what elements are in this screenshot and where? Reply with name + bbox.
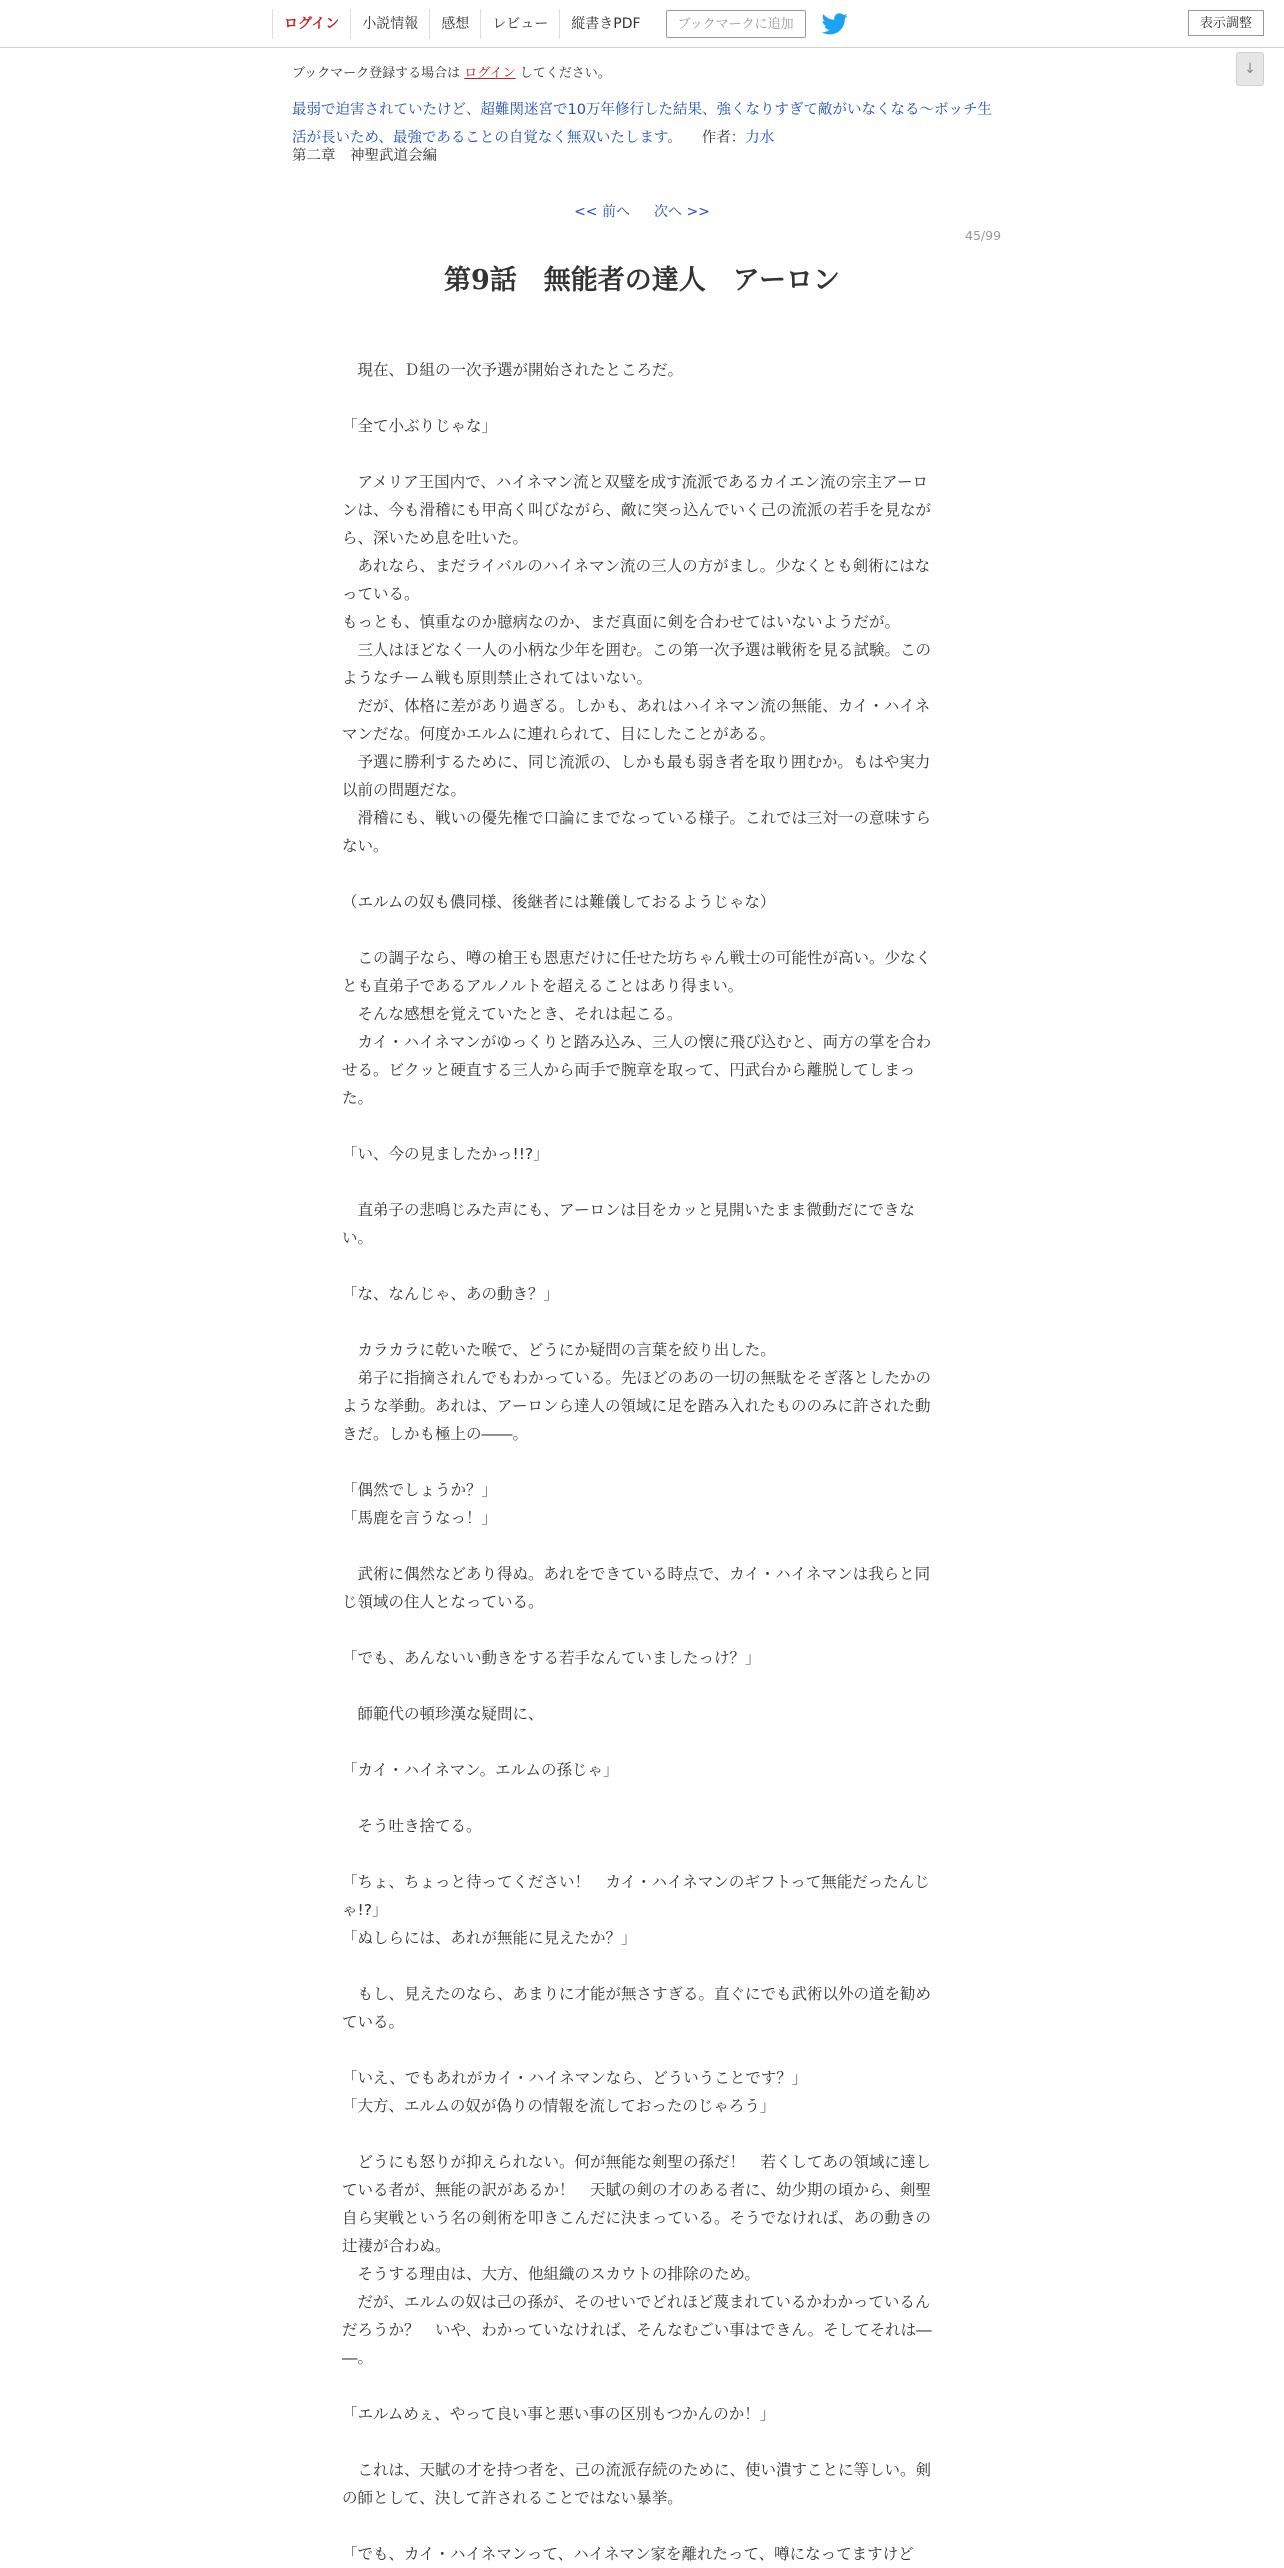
body-paragraph: だが、エルムの奴は己の孫が、そのせいでどれほど蔑まれているかわかっているんだろうか？ いや、わかっていなければ、そんなむごい事はできん。そしてそれは――。 bbox=[342, 2293, 932, 2367]
body-paragraph: 「大方、エルムの奴が偽りの情報を流しておったのじゃろう」 bbox=[342, 2097, 776, 2115]
body-paragraph bbox=[342, 2372, 938, 2400]
body-paragraph: 「カイ・ハイネマン。エルムの孫じゃ」 bbox=[342, 1761, 619, 1779]
pager bbox=[0, 201, 1284, 221]
scroll-down-button[interactable]: ↓ bbox=[1236, 52, 1264, 86]
body-paragraph: 「エルムめぇ、やって良い事と悪い事の区別もつかんのか！」 bbox=[342, 2405, 776, 2423]
body-paragraph: そんな感想を覚えていたとき、それは起こる。 bbox=[342, 1005, 683, 1023]
display-settings-button[interactable]: 表示調整 bbox=[1188, 10, 1264, 36]
body-paragraph bbox=[342, 1952, 938, 1980]
body-paragraph bbox=[342, 440, 938, 468]
body-paragraph: 直弟子の悲鳴じみた声にも、アーロンは目をカッと見開いたまま微動だにできない。 bbox=[342, 1201, 915, 1247]
body-paragraph bbox=[342, 2512, 938, 2540]
body-paragraph: これは、天賦の才を持つ者を、己の流派存続のために、使い潰すことに等しい。剣の師として、決して許されることではない暴挙。 bbox=[342, 2461, 932, 2507]
body-paragraph: どうにも怒りが抑えられない。何が無能な剣聖の孫だ！ 若くしてあの領域に達している者が、無能の訳があるか！ 天賦の剣の才のある者に、幼少期の頃から、剣聖自ら実戦という名の剣術を叩きこんだに決まっている。そうでなければ、あの動きの辻褄が合わぬ。 bbox=[342, 2153, 932, 2255]
body-paragraph: 弟子に指摘されんでもわかっている。先ほどのあの一切の無駄をそぎ落としたかのような挙動。あれは、アーロンら達人の領域に足を踏み入れたもののみに許された動きだ。しかも極上の――。 bbox=[342, 1369, 932, 1443]
body-paragraph: 「ちょ、ちょっと待ってください！ カイ・ハイネマンのギフトって無能だったんじゃ!?」 bbox=[342, 1873, 930, 1919]
author-link[interactable]: 力水 bbox=[745, 130, 775, 146]
body-paragraph bbox=[342, 1616, 938, 1644]
body-paragraph: 滑稽にも、戦いの優先権で口論にまでなっている様子。これでは三対一の意味すらない。 bbox=[342, 809, 932, 855]
nav-vertical-pdf[interactable]: 縦書きPDF bbox=[559, 9, 651, 39]
body-paragraph: 「偶然でしょうか？」 bbox=[342, 1481, 498, 1499]
body-paragraph bbox=[342, 1532, 938, 1560]
body-paragraph bbox=[342, 860, 938, 888]
body-paragraph bbox=[342, 2036, 938, 2064]
login-note-after: してください。 bbox=[519, 66, 611, 81]
body-paragraph bbox=[342, 1308, 938, 1336]
body-paragraph bbox=[342, 916, 938, 944]
novel-body bbox=[342, 356, 938, 2568]
body-paragraph: この調子なら、噂の槍王も恩恵だけに任せた坊ちゃん戦士の可能性が高い。少なくとも直弟子であるアルノルトを超えることはあり得まい。 bbox=[342, 949, 932, 995]
body-paragraph: カイ・ハイネマンがゆっくりと踏み込み、三人の懐に飛び込むと、両方の掌を合わせる。ビクッと硬直する三人から両手で腕章を取って、円武台から離脱してしまった。 bbox=[342, 1033, 932, 1107]
body-paragraph bbox=[342, 384, 938, 412]
body-paragraph bbox=[342, 1728, 938, 1756]
twitter-icon[interactable] bbox=[822, 13, 848, 35]
body-paragraph bbox=[342, 2428, 938, 2456]
body-paragraph: 「全て小ぶりじゃな」 bbox=[342, 417, 498, 435]
login-note bbox=[292, 62, 611, 81]
body-paragraph: もっとも、慎重なのか臆病なのか、まだ真面に剣を合わせてはいないようだが。 bbox=[342, 613, 901, 631]
prev-link[interactable]: << 前へ bbox=[574, 204, 630, 220]
login-note-before: ブックマーク登録する場合は bbox=[292, 66, 461, 81]
main-nav bbox=[272, 9, 848, 39]
body-paragraph: あれなら、まだライバルのハイネマン流の三人の方がまし。少なくとも剣術にはなっている。 bbox=[342, 557, 931, 603]
body-paragraph: 現在、Ｄ組の一次予選が開始されたところだ。 bbox=[342, 361, 684, 379]
body-paragraph bbox=[342, 1448, 938, 1476]
nav-review[interactable]: レビュー bbox=[480, 9, 559, 39]
login-note-link[interactable]: ログイン bbox=[464, 66, 516, 81]
body-paragraph bbox=[342, 1252, 938, 1280]
nav-login[interactable]: ログイン bbox=[272, 9, 350, 39]
body-paragraph: 「いえ、でもあれがカイ・ハイネマンなら、どういうことです？」 bbox=[342, 2069, 808, 2087]
body-paragraph: 「い、今の見ましたかっ!!?」 bbox=[342, 1145, 549, 1163]
body-paragraph: （エルムの奴も儂同様、後継者には難儀しておるようじゃな） bbox=[342, 893, 776, 911]
author-label: 作者： bbox=[701, 130, 746, 146]
chapter-title: 第二章 神聖武道会編 bbox=[292, 148, 437, 164]
body-paragraph: そうする理由は、大方、他組織のスカウトの排除のため。 bbox=[342, 2265, 760, 2283]
add-bookmark-button[interactable]: ブックマークに追加 bbox=[666, 10, 806, 38]
body-paragraph: 「馬鹿を言うなっ！」 bbox=[342, 1509, 498, 1527]
body-paragraph: カラカラに乾いた喉で、どうにか疑問の言葉を絞り出した。 bbox=[342, 1341, 776, 1359]
body-paragraph bbox=[342, 2120, 938, 2148]
body-paragraph: 「ぬしらには、あれが無能に見えたか？」 bbox=[342, 1929, 637, 1947]
body-paragraph bbox=[342, 1112, 938, 1140]
next-link[interactable]: 次へ >> bbox=[654, 204, 710, 220]
episode-title: 第9話 無能者の達人 アーロン bbox=[444, 265, 840, 296]
body-paragraph: 予選に勝利するために、同じ流派の、しかも最も弱き者を取り囲むか。もはや実力以前の問題だな。 bbox=[342, 753, 931, 799]
body-paragraph: 「な、なんじゃ、あの動き？」 bbox=[342, 1285, 560, 1303]
body-paragraph: 「でも、あんないい動きをする若手なんていましたっけ？」 bbox=[342, 1649, 761, 1667]
nav-novel-info[interactable]: 小説情報 bbox=[350, 9, 429, 39]
body-paragraph: 「でも、カイ・ハイネマンって、ハイネマン家を離れたって、噂になってますけど bbox=[342, 2545, 914, 2563]
body-paragraph: そう吐き捨てる。 bbox=[342, 1817, 482, 1835]
nav-impressions[interactable]: 感想 bbox=[429, 9, 480, 39]
body-paragraph: だが、体格に差があり過ぎる。しかも、あれはハイネマン流の無能、カイ・ハイネマンだな。何度かエルムに連れられて、目にしたことがある。 bbox=[342, 697, 931, 743]
top-navigation-bar bbox=[0, 0, 1284, 48]
body-paragraph: アメリア王国内で、ハイネマン流と双璧を成す流派であるカイエン流の宗主アーロンは、今も滑稽にも甲高く叫びながら、敵に突っ込んでいく己の流派の若手を見ながら、深いため息を吐いた。 bbox=[342, 473, 932, 547]
body-paragraph: 三人はほどなく一人の小柄な少年を囲む。この第一次予選は戦術を見る試験。このようなチーム戦も原則禁止されてはいない。 bbox=[342, 641, 932, 687]
body-paragraph bbox=[342, 1784, 938, 1812]
body-paragraph bbox=[342, 1672, 938, 1700]
body-paragraph: 師範代の頓珍漢な疑問に、 bbox=[342, 1705, 544, 1723]
body-paragraph: 武術に偶然などあり得ぬ。あれをできている時点で、カイ・ハイネマンは我らと同じ領域の住人となっている。 bbox=[342, 1565, 931, 1611]
page-count: 45/99 bbox=[965, 228, 1002, 243]
body-paragraph bbox=[342, 1840, 938, 1868]
novel-title-link[interactable]: 最弱で迫害されていたけど、超難関迷宮で10万年修行した結果、強くなりすぎて敵がいなくなる～ボッチ生活が長いため、最強であることの自覚なく無双いたします。 bbox=[292, 102, 992, 146]
body-paragraph: もし、見えたのなら、あまりに才能が無さすぎる。直ぐにでも武術以外の道を勧めている。 bbox=[342, 1985, 932, 2031]
body-paragraph bbox=[342, 1168, 938, 1196]
